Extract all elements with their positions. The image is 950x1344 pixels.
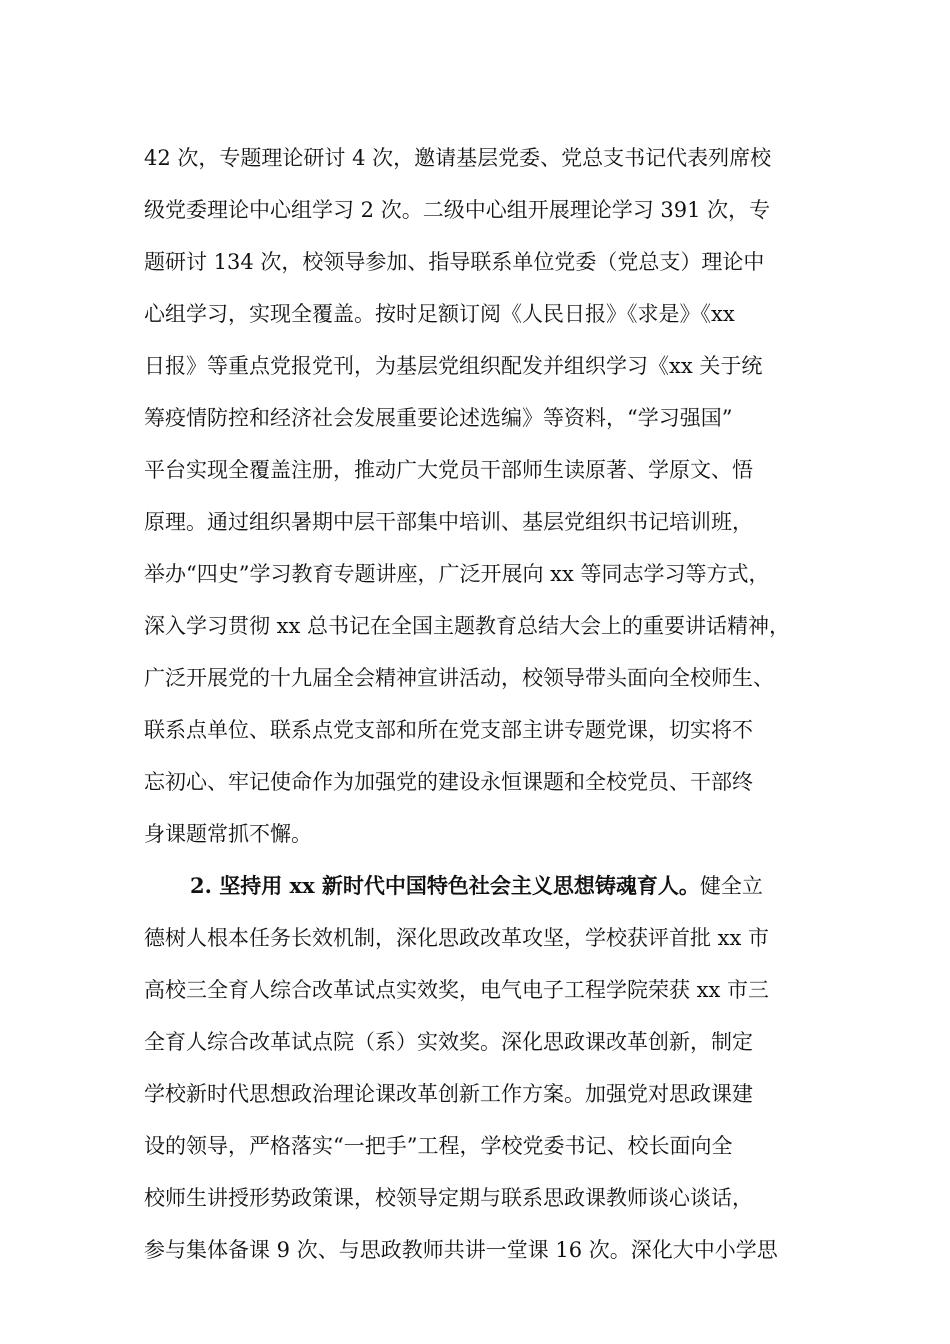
section-heading-line (144, 860, 814, 912)
paragraph-line: 日报》等重点党报党刊，为基层党组织配发并组织学习《xx 关于统 (144, 354, 763, 378)
paragraph-line: 忘初心、牢记使命作为加强党的建设永恒课题和全校党员、干部终 (144, 770, 753, 794)
paragraph-line: 参与集体备课 9 次、与思政教师共讲一堂课 16 次。深化大中小学思 (144, 1238, 778, 1262)
paragraph-line: 校师生讲授形势政策课，校领导定期与联系思政课教师谈心谈话， (144, 1186, 753, 1210)
paragraph-line: 学校新时代思想政治理论课改革创新工作方案。加强党对思政课建 (144, 1082, 753, 1106)
paragraph-line: 筹疫情防控和经济社会发展重要论述选编》等资料，“学习强国” (144, 406, 733, 430)
paragraph-line: 举办“四史”学习教育专题讲座，广泛开展向 xx 等同志学习等方式， (144, 562, 770, 586)
paragraph-line: 德树人根本任务长效机制，深化思政改革攻坚，学校获评首批 xx 市 (144, 926, 770, 950)
paragraph-line: 身课题常抓不懈。 (144, 822, 312, 846)
paragraph-line: 全育人综合改革试点院（系）实效奖。深化思政课改革创新，制定 (144, 1030, 753, 1054)
paragraph-line: 原理。通过组织暑期中层干部集中培训、基层党组织书记培训班， (144, 510, 753, 534)
paragraph-line: 联系点单位、联系点党支部和所在党支部主讲专题党课，切实将不 (144, 718, 753, 742)
paragraph-line: 深入学习贯彻 xx 总书记在全国主题教育总结大会上的重要讲话精神， (144, 614, 791, 638)
paragraph-line: 心组学习，实现全覆盖。按时足额订阅《人民日报》《求是》《xx (144, 302, 735, 326)
document-body (144, 132, 814, 1276)
paragraph-line: 高校三全育人综合改革试点实效奖，电气电子工程学院荣获 xx 市三 (144, 978, 770, 1002)
paragraph-line: 广泛开展党的十九届全会精神宣讲活动，校领导带头面向全校师生、 (144, 666, 774, 690)
paragraph-line: 平台实现全覆盖注册，推动广大党员干部师生读原著、学原文、悟 (144, 458, 753, 482)
paragraph-line: 42 次，专题理论研讨 4 次，邀请基层党委、党总支书记代表列席校 (144, 146, 772, 170)
section-heading-continuation: 健全立 (699, 874, 763, 898)
paragraph-line: 设的领导，严格落实“一把手”工程，学校党委书记、校长面向全 (144, 1134, 733, 1158)
section-heading: 2. 坚持用 xx 新时代中国特色社会主义思想铸魂育人。 (190, 873, 700, 898)
paragraph-line: 级党委理论中心组学习 2 次。二级中心组开展理论学习 391 次，专 (144, 198, 771, 222)
paragraph-line: 题研讨 134 次，校领导参加、指导联系单位党委（党总支）理论中 (144, 250, 765, 274)
